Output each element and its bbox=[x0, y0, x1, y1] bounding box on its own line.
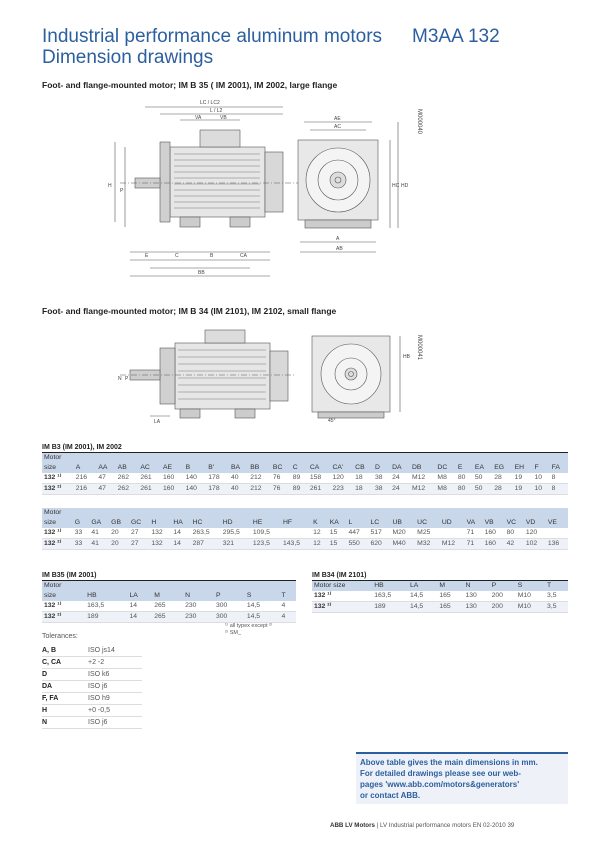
table-cell: M12 bbox=[410, 473, 435, 484]
table-cell: 230 bbox=[183, 601, 214, 612]
row-size-cell: 132 ²⁾ bbox=[312, 602, 372, 613]
col-head: size bbox=[42, 591, 85, 601]
row-size-cell: 132 ²⁾ bbox=[42, 612, 85, 623]
col-head: HB bbox=[85, 591, 127, 601]
col-head: BC bbox=[271, 463, 291, 473]
table-cell: 163,5 bbox=[372, 591, 408, 602]
col-head: H bbox=[149, 518, 171, 528]
table-cell: 33 bbox=[73, 539, 90, 550]
col-head: S bbox=[245, 591, 280, 601]
table-im-b3-part1 bbox=[42, 444, 568, 495]
svg-text:LC / LC2: LC / LC2 bbox=[200, 100, 220, 106]
tolerance-row: A, B ISO js14 bbox=[42, 645, 142, 657]
table-cell: 50 bbox=[473, 484, 492, 495]
table-cell: 8 bbox=[550, 473, 568, 484]
col-head: E bbox=[456, 463, 473, 473]
table-cell: 50 bbox=[473, 473, 492, 484]
table-cell: 76 bbox=[271, 473, 291, 484]
svg-text:45°: 45° bbox=[328, 418, 336, 424]
table-cell: M12 bbox=[440, 539, 465, 550]
table-cell: 300 bbox=[214, 601, 245, 612]
table-cell: 262 bbox=[116, 473, 139, 484]
table-row bbox=[42, 612, 296, 623]
table-cell: 265 bbox=[152, 612, 183, 623]
row-size-cell: 132 ¹⁾ bbox=[42, 601, 85, 612]
col-head: Motor bbox=[42, 508, 73, 518]
tolerance-row: D ISO k6 bbox=[42, 669, 142, 681]
row-size-cell: 132 ²⁾ bbox=[42, 484, 74, 495]
col-head: VD bbox=[524, 518, 546, 528]
footer-brand: ABB LV Motors bbox=[330, 822, 375, 829]
table-cell: M10 bbox=[516, 602, 545, 613]
table-cell: 3,5 bbox=[545, 591, 568, 602]
col-head: EA bbox=[473, 463, 492, 473]
table-cell: 20 bbox=[109, 528, 129, 539]
table-row bbox=[42, 484, 568, 495]
table-cell: 40 bbox=[229, 473, 248, 484]
table-cell: 287 bbox=[191, 539, 221, 550]
page-title bbox=[42, 26, 500, 47]
col-head: N bbox=[463, 581, 489, 591]
svg-text:VA: VA bbox=[195, 115, 202, 121]
table-cell: 27 bbox=[129, 528, 149, 539]
table-title: IM B35 (IM 2001) bbox=[42, 572, 296, 581]
table-cell: 41 bbox=[89, 539, 109, 550]
col-head: LC bbox=[368, 518, 390, 528]
table-cell: 261 bbox=[138, 484, 161, 495]
svg-text:H: H bbox=[108, 183, 112, 189]
col-head: D bbox=[373, 463, 390, 473]
col-head: F bbox=[533, 463, 550, 473]
col-head: AE bbox=[161, 463, 184, 473]
table-cell: 27 bbox=[129, 539, 149, 550]
tolerance-row: H +0 -0,5 bbox=[42, 705, 142, 717]
table-cell: 158 bbox=[308, 473, 331, 484]
col-head: FA bbox=[550, 463, 568, 473]
table-cell bbox=[281, 528, 311, 539]
col-head: Motor bbox=[42, 581, 85, 591]
svg-text:HC: HC bbox=[392, 183, 400, 189]
col-head: L bbox=[346, 518, 368, 528]
tolerance-row: C, CA +2 -2 bbox=[42, 657, 142, 669]
table-cell: 130 bbox=[463, 591, 489, 602]
table-row bbox=[42, 528, 568, 539]
table-cell: 160 bbox=[161, 473, 184, 484]
table-cell: 178 bbox=[206, 473, 229, 484]
col-head: BA bbox=[229, 463, 248, 473]
col-head: B' bbox=[206, 463, 229, 473]
table-cell: 71 bbox=[465, 528, 483, 539]
table-cell: 33 bbox=[73, 528, 90, 539]
drawing-code-1: M000040 bbox=[416, 109, 422, 135]
page-subtitle: Dimension drawings bbox=[42, 47, 214, 68]
table-cell: M32 bbox=[415, 539, 440, 550]
table-cell: 200 bbox=[490, 602, 516, 613]
table-cell: 189 bbox=[85, 612, 127, 623]
col-head: Motor bbox=[42, 453, 74, 463]
col-head: VA bbox=[465, 518, 483, 528]
table-cell: 120 bbox=[524, 528, 546, 539]
col-head: size bbox=[42, 518, 73, 528]
tolerance-row: F, FA ISO h9 bbox=[42, 693, 142, 705]
footnotes bbox=[225, 623, 272, 637]
svg-text:AC: AC bbox=[334, 124, 341, 130]
table-im-b34 bbox=[312, 572, 568, 613]
col-head: A bbox=[74, 463, 97, 473]
table-cell bbox=[546, 528, 568, 539]
col-head: AC bbox=[138, 463, 161, 473]
table-cell: M8 bbox=[435, 484, 455, 495]
table-cell: 132 bbox=[149, 539, 171, 550]
col-head: B bbox=[184, 463, 207, 473]
svg-text:HB: HB bbox=[403, 354, 410, 360]
dimension-table bbox=[42, 508, 568, 550]
tolerances-list bbox=[42, 645, 142, 729]
col-head: UB bbox=[390, 518, 415, 528]
svg-text:AB: AB bbox=[336, 246, 343, 252]
table-cell: 14 bbox=[171, 528, 190, 539]
table-cell: 4 bbox=[280, 601, 296, 612]
dimension-table bbox=[312, 581, 568, 613]
table-cell: 321 bbox=[221, 539, 251, 550]
note-line: For detailed drawings please see our web- bbox=[360, 769, 521, 778]
table-cell: 4 bbox=[280, 612, 296, 623]
table-cell: 10 bbox=[533, 473, 550, 484]
table-cell: 3,5 bbox=[545, 602, 568, 613]
table-cell: 261 bbox=[138, 473, 161, 484]
footnote-1: ¹⁾ all typex except ²⁾ bbox=[225, 623, 273, 629]
table-cell: 200 bbox=[490, 591, 516, 602]
table-cell: M40 bbox=[390, 539, 415, 550]
svg-text:B: B bbox=[210, 253, 214, 259]
table-cell: 130 bbox=[463, 602, 489, 613]
table-cell: 143,5 bbox=[281, 539, 311, 550]
tolerances-label: Tolerances: bbox=[42, 633, 78, 640]
col-head: AB bbox=[116, 463, 139, 473]
section-heading-large-flange: Foot- and flange-mounted motor; IM B 35 ( IM 2001), IM 2002, large flange bbox=[42, 80, 338, 90]
table-cell: 28 bbox=[492, 484, 512, 495]
table-row bbox=[42, 601, 296, 612]
table-cell: M25 bbox=[415, 528, 440, 539]
table-cell: 15 bbox=[328, 528, 347, 539]
table-row bbox=[42, 473, 568, 484]
note-line: pages 'www.abb.com/motors&generators' bbox=[360, 780, 520, 789]
col-head: VB bbox=[483, 518, 505, 528]
footnote-2: ²⁾ SM_ bbox=[225, 630, 242, 636]
table-cell: 42 bbox=[505, 539, 524, 550]
col-head: EH bbox=[513, 463, 533, 473]
table-cell: 212 bbox=[248, 473, 271, 484]
table-cell: 10 bbox=[533, 484, 550, 495]
table-cell: 216 bbox=[74, 484, 97, 495]
col-head: DC bbox=[435, 463, 455, 473]
table-cell: 38 bbox=[373, 473, 390, 484]
table-cell: 14,5 bbox=[408, 602, 437, 613]
dimension-drawing-large-flange bbox=[100, 92, 420, 292]
model-code: M3AA 132 bbox=[412, 26, 500, 47]
dimension-table bbox=[42, 453, 568, 495]
table-cell: 160 bbox=[483, 528, 505, 539]
col-head: GC bbox=[129, 518, 149, 528]
svg-text:P: P bbox=[120, 188, 124, 194]
table-cell: 300 bbox=[214, 612, 245, 623]
table-cell: 80 bbox=[456, 484, 473, 495]
svg-text:A: A bbox=[336, 236, 340, 242]
table-title: IM B3 (IM 2001), IM 2002 bbox=[42, 444, 568, 453]
row-size-cell: 132 ¹⁾ bbox=[312, 591, 372, 602]
table-cell: 295,5 bbox=[221, 528, 251, 539]
svg-text:HD: HD bbox=[401, 183, 409, 189]
table-cell: 24 bbox=[390, 473, 410, 484]
svg-text:LA: LA bbox=[154, 419, 161, 425]
row-size-cell: 132 ¹⁾ bbox=[42, 473, 74, 484]
col-head: VE bbox=[546, 518, 568, 528]
table-cell: 12 bbox=[311, 528, 328, 539]
col-head: HD bbox=[221, 518, 251, 528]
col-head: UC bbox=[415, 518, 440, 528]
table-cell: 47 bbox=[96, 484, 115, 495]
table-im-b35 bbox=[42, 572, 296, 623]
table-cell: 136 bbox=[546, 539, 568, 550]
table-cell: 189 bbox=[372, 602, 408, 613]
table-cell: 40 bbox=[229, 484, 248, 495]
table-cell: 517 bbox=[368, 528, 390, 539]
table-cell: 178 bbox=[206, 484, 229, 495]
section-heading-small-flange: Foot- and flange-mounted motor; IM B 34 (IM 2101), IM 2102, small flange bbox=[42, 306, 337, 316]
col-head: M bbox=[437, 581, 463, 591]
col-head: CA bbox=[308, 463, 331, 473]
svg-text:CA: CA bbox=[240, 253, 247, 259]
table-cell: 163,5 bbox=[85, 601, 127, 612]
table-cell: 230 bbox=[183, 612, 214, 623]
svg-text:L / L2: L / L2 bbox=[210, 108, 223, 114]
note-line: or contact ABB. bbox=[360, 791, 421, 800]
table-cell bbox=[440, 528, 465, 539]
table-cell: 14,5 bbox=[408, 591, 437, 602]
table-cell: 123,5 bbox=[251, 539, 281, 550]
svg-text:VB: VB bbox=[220, 115, 227, 121]
col-head: HA bbox=[171, 518, 190, 528]
svg-text:N: N bbox=[118, 376, 122, 382]
table-cell: 447 bbox=[346, 528, 368, 539]
col-head: HC bbox=[191, 518, 221, 528]
table-cell: 18 bbox=[353, 473, 373, 484]
col-head: GB bbox=[109, 518, 129, 528]
table-cell: 620 bbox=[368, 539, 390, 550]
col-head: T bbox=[545, 581, 568, 591]
col-head: VC bbox=[505, 518, 524, 528]
col-head: CA' bbox=[331, 463, 354, 473]
col-head: Motor size bbox=[312, 581, 372, 591]
svg-text:E: E bbox=[145, 253, 149, 259]
table-cell: 14 bbox=[127, 612, 152, 623]
table-cell: 80 bbox=[456, 473, 473, 484]
col-head: CB bbox=[353, 463, 373, 473]
col-head: UD bbox=[440, 518, 465, 528]
table-cell: 89 bbox=[291, 484, 308, 495]
col-head: S bbox=[516, 581, 545, 591]
svg-text:BB: BB bbox=[198, 270, 205, 276]
row-size-cell: 132 ¹⁾ bbox=[42, 528, 73, 539]
info-note-box bbox=[356, 752, 568, 804]
table-cell: 140 bbox=[184, 484, 207, 495]
col-head: K bbox=[311, 518, 328, 528]
col-head: HF bbox=[281, 518, 311, 528]
table-cell: 212 bbox=[248, 484, 271, 495]
table-cell: 165 bbox=[437, 602, 463, 613]
table-cell: 71 bbox=[465, 539, 483, 550]
table-cell: 262 bbox=[116, 484, 139, 495]
table-cell: 28 bbox=[492, 473, 512, 484]
table-cell: 41 bbox=[89, 528, 109, 539]
drawing-code-2: M000041 bbox=[416, 335, 422, 361]
table-row bbox=[42, 539, 568, 550]
table-cell: 24 bbox=[390, 484, 410, 495]
table-cell: 160 bbox=[483, 539, 505, 550]
dimension-table bbox=[42, 581, 296, 623]
col-head: size bbox=[42, 463, 74, 473]
table-cell: 550 bbox=[346, 539, 368, 550]
col-head: DB bbox=[410, 463, 435, 473]
col-head: HE bbox=[251, 518, 281, 528]
table-im-b3-part2 bbox=[42, 508, 568, 550]
table-cell: 120 bbox=[331, 473, 354, 484]
table-cell: 263,5 bbox=[191, 528, 221, 539]
col-head: LA bbox=[127, 591, 152, 601]
col-head: LA bbox=[408, 581, 437, 591]
table-row bbox=[312, 591, 568, 602]
col-head: KA bbox=[328, 518, 347, 528]
svg-text:P: P bbox=[125, 376, 129, 382]
table-cell: M10 bbox=[516, 591, 545, 602]
table-cell: 18 bbox=[353, 484, 373, 495]
table-cell: 80 bbox=[505, 528, 524, 539]
table-cell: 140 bbox=[184, 473, 207, 484]
col-head: T bbox=[280, 591, 296, 601]
col-head: G bbox=[73, 518, 90, 528]
table-cell: 165 bbox=[437, 591, 463, 602]
col-head: BB bbox=[248, 463, 271, 473]
table-title: IM B34 (IM 2101) bbox=[312, 572, 568, 581]
col-head: AA bbox=[96, 463, 115, 473]
table-cell: 261 bbox=[308, 484, 331, 495]
table-cell: 89 bbox=[291, 473, 308, 484]
svg-text:AE: AE bbox=[334, 116, 341, 122]
table-cell: 132 bbox=[149, 528, 171, 539]
col-head: EG bbox=[492, 463, 512, 473]
table-cell: M20 bbox=[390, 528, 415, 539]
table-row bbox=[312, 602, 568, 613]
dimension-drawing-small-flange bbox=[100, 318, 420, 426]
table-cell: 38 bbox=[373, 484, 390, 495]
col-head: GA bbox=[89, 518, 109, 528]
table-cell: 12 bbox=[311, 539, 328, 550]
table-cell: 19 bbox=[513, 473, 533, 484]
table-cell: 19 bbox=[513, 484, 533, 495]
table-cell: 76 bbox=[271, 484, 291, 495]
table-cell: 8 bbox=[550, 484, 568, 495]
note-line: Above table gives the main dimensions in mm. bbox=[360, 758, 538, 767]
table-cell: 216 bbox=[74, 473, 97, 484]
table-cell: 14,5 bbox=[245, 601, 280, 612]
tolerance-row: N ISO j6 bbox=[42, 717, 142, 729]
page-footer bbox=[330, 822, 514, 829]
table-cell: 14 bbox=[171, 539, 190, 550]
table-cell: 20 bbox=[109, 539, 129, 550]
footer-text: | LV Industrial performance motors EN 02-2010 39 bbox=[374, 822, 515, 829]
title-text: Industrial performance aluminum motors bbox=[42, 26, 383, 47]
col-head: DA bbox=[390, 463, 410, 473]
table-cell: 223 bbox=[331, 484, 354, 495]
table-cell: 47 bbox=[96, 473, 115, 484]
col-head: N bbox=[183, 591, 214, 601]
table-cell: 15 bbox=[328, 539, 347, 550]
col-head: HB bbox=[372, 581, 408, 591]
svg-text:C: C bbox=[175, 253, 179, 259]
table-cell: 14,5 bbox=[245, 612, 280, 623]
col-head: P bbox=[490, 581, 516, 591]
table-cell: M12 bbox=[410, 484, 435, 495]
row-size-cell: 132 ²⁾ bbox=[42, 539, 73, 550]
tolerance-row: DA ISO j6 bbox=[42, 681, 142, 693]
table-cell: 109,5 bbox=[251, 528, 281, 539]
table-cell: 14 bbox=[127, 601, 152, 612]
table-cell: 102 bbox=[524, 539, 546, 550]
col-head: C bbox=[291, 463, 308, 473]
table-cell: M8 bbox=[435, 473, 455, 484]
col-head: M bbox=[152, 591, 183, 601]
col-head: P bbox=[214, 591, 245, 601]
table-cell: 160 bbox=[161, 484, 184, 495]
table-cell: 265 bbox=[152, 601, 183, 612]
